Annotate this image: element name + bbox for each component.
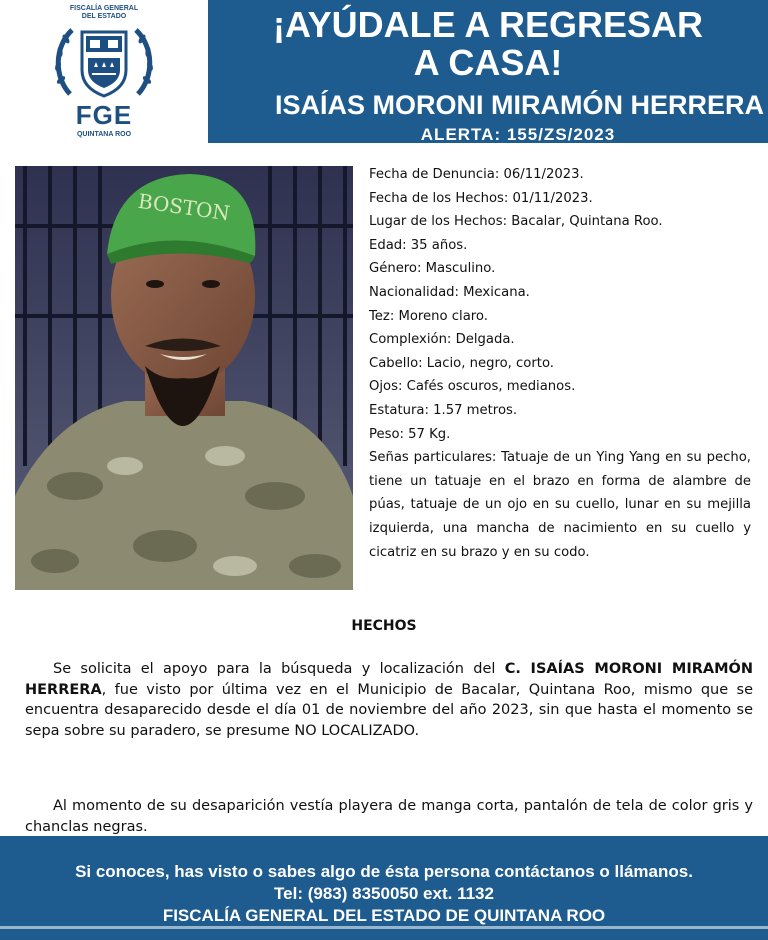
page-title xyxy=(208,6,768,82)
alert-number: ALERTA: 155/ZS/2023 xyxy=(420,125,616,143)
detail-fecha-denuncia: Fecha de Denuncia: 06/11/2023. xyxy=(369,167,584,182)
detail-cabello: Cabello: Lacio, negro, corto. xyxy=(369,355,554,371)
contact-footer xyxy=(0,836,768,940)
title-line-2: A CASA! xyxy=(413,42,563,83)
person-details xyxy=(369,163,751,564)
hechos-p1-start: Se solicita el apoyo para la búsqueda y localización del xyxy=(53,661,505,677)
hechos-p1-end: , fue visto por última vez en el Municipio de Bacalar, Quintana Roo, mismo que se encuentra desaparecido desde el día 01 de noviembre del año 2023, sin que hasta el momento se sepa sobre su paradero, se presume NO LOCALIZADO. xyxy=(25,681,753,739)
portrait-illustration xyxy=(15,166,353,590)
detail-senas-particulares: Señas particulares: Tatuaje de un Ying Yang en su pecho, tiene un tatuaje en el brazo en forma de alambre de púas, tatuaje de un ojo en su cuello, lunar en su mejilla izquierda, una mancha de nacimiento en su cuello y cicatriz en su brazo y en su codo. xyxy=(369,450,751,560)
detail-edad: Edad: 35 años. xyxy=(369,237,468,253)
detail-nacionalidad: Nacionalidad: Mexicana. xyxy=(369,284,530,300)
logo-top-line-2: DEL ESTADO xyxy=(81,13,127,20)
logo-top-line-1: FISCALÍA GENERAL xyxy=(69,5,139,12)
footer-agency: FISCALÍA GENERAL DEL ESTADO DE QUINTANA ROO xyxy=(162,906,606,925)
hechos-heading: HECHOS xyxy=(351,618,417,634)
logo-state-name: QUINTANA ROO xyxy=(76,131,132,138)
detail-genero: Género: Masculino. xyxy=(369,261,496,277)
logo-agency-name xyxy=(0,5,208,21)
detail-complexion: Complexión: Delgada. xyxy=(369,332,515,348)
title-line-1: ¡AYÚDALE A REGRESAR xyxy=(272,4,704,45)
state-seal-icon xyxy=(52,22,156,102)
hechos-p2-text: Al momento de su desaparición vestía playera de manga corta, pantalón de tela de color gris y chanclas negras. xyxy=(25,798,753,835)
hechos-paragraph-1 xyxy=(25,659,753,741)
detail-tez: Tez: Moreno claro. xyxy=(369,308,488,324)
missing-person-name: ISAÍAS MORONI MIRAMÓN HERRERA xyxy=(274,90,764,120)
hechos-p1-name: C. ISAÍAS MORONI MIRAMÓN HERRERA xyxy=(25,661,754,698)
detail-estatura: Estatura: 1.57 metros. xyxy=(369,402,518,418)
fge-logo xyxy=(0,0,208,150)
footer-phone: Tel: (983) 8350050 ext. 1132 xyxy=(274,884,494,903)
logo-acronym: FGE xyxy=(75,100,133,130)
hechos-paragraph-2 xyxy=(25,796,753,837)
missing-person-photo xyxy=(15,166,353,590)
detail-peso: Peso: 57 Kg. xyxy=(369,426,451,442)
detail-ojos: Ojos: Cafés oscuros, medianos. xyxy=(369,379,576,395)
footer-contact-prompt: Si conoces, has visto o sabes algo de ésta persona contáctanos o llámanos. xyxy=(75,862,693,881)
header-banner xyxy=(208,0,768,143)
detail-fecha-hechos: Fecha de los Hechos: 01/11/2023. xyxy=(369,190,593,206)
footer-divider xyxy=(0,926,768,929)
detail-lugar: Lugar de los Hechos: Bacalar, Quintana Roo. xyxy=(369,214,663,230)
cap-text: BOSTON xyxy=(136,188,232,226)
